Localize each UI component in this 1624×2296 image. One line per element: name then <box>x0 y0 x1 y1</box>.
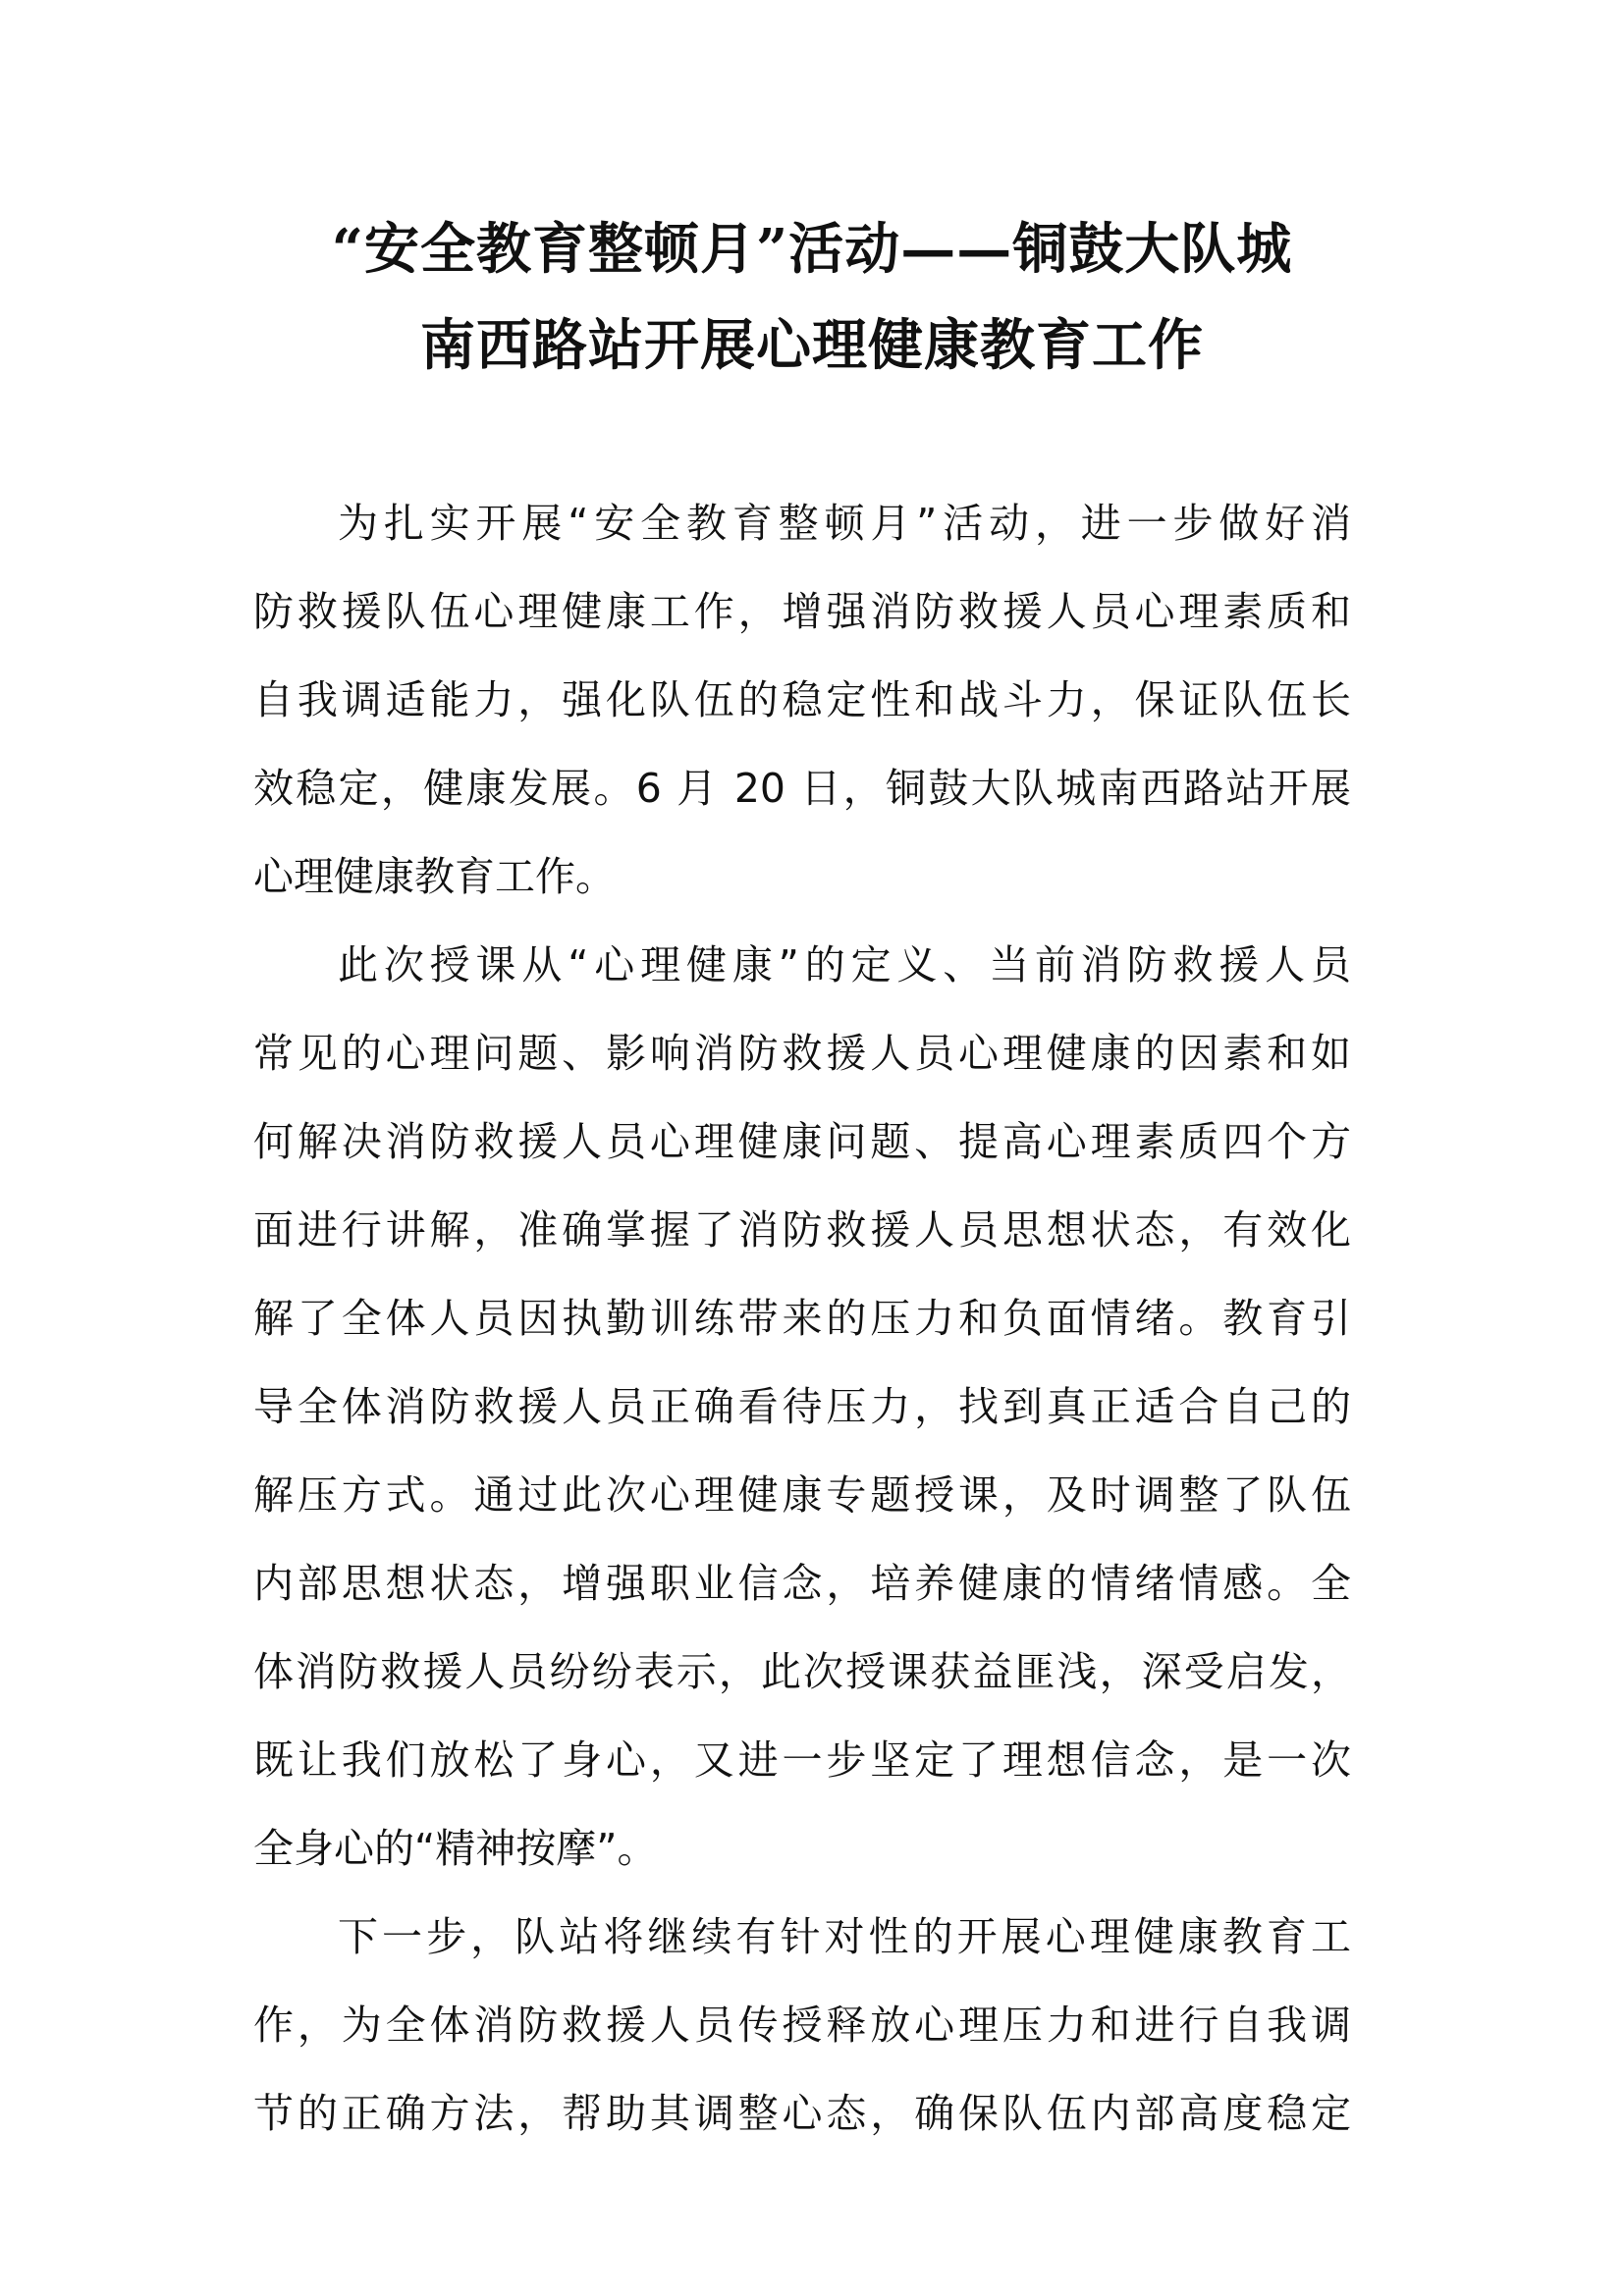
document-body <box>253 479 1351 2158</box>
paragraph-next-steps <box>253 1893 1351 2158</box>
paragraph-line: 自我调适能力，强化队伍的稳定性和战斗力，保证队伍长 <box>253 676 1351 723</box>
title-line: “安全教育整顿月”活动——铜鼓大队城 <box>331 217 1293 282</box>
paragraph-line: 体消防救援人员纷纷表示，此次授课获益匪浅，深受启发， <box>253 1648 1351 1695</box>
title-line: 南西路站开展心理健康教育工作 <box>420 313 1204 378</box>
paragraph-line: 为扎实开展“安全教育整顿月”活动，进一步做好消 <box>338 500 1351 547</box>
paragraph-line: 内部思想状态，增强职业信念，培养健康的情绪情感。全 <box>253 1560 1351 1607</box>
paragraph-line: 全身心的“精神按摩”。 <box>253 1825 658 1872</box>
paragraph-line: 何解决消防救援人员心理健康问题、提高心理素质四个方 <box>253 1118 1351 1165</box>
paragraph-intro <box>253 479 1351 921</box>
document-title <box>196 201 1428 394</box>
paragraph-line: 作，为全体消防救援人员传授释放心理压力和进行自我调 <box>253 2002 1351 2049</box>
paragraph-line: 解了全体人员因执勤训练带来的压力和负面情绪。教育引 <box>253 1295 1351 1342</box>
paragraph-line: 下一步，队站将继续有针对性的开展心理健康教育工 <box>338 1913 1351 1960</box>
paragraph-line: 面进行讲解，准确掌握了消防救援人员思想状态，有效化 <box>253 1206 1351 1254</box>
paragraph-line: 效稳定，健康发展。6 月 20 日，铜鼓大队城南西路站开展 <box>253 765 1351 812</box>
paragraph-line: 防救援队伍心理健康工作，增强消防救援人员心理素质和 <box>253 588 1351 635</box>
paragraph-line: 节的正确方法，帮助其调整心态，确保队伍内部高度稳定 <box>253 2090 1351 2137</box>
paragraph-lecture <box>253 921 1351 1893</box>
paragraph-line: 导全体消防救援人员正确看待压力，找到真正适合自己的 <box>253 1383 1351 1430</box>
paragraph-line: 心理健康教育工作。 <box>253 853 616 900</box>
paragraph-line: 解压方式。通过此次心理健康专题授课，及时调整了队伍 <box>253 1471 1351 1519</box>
paragraph-line: 常见的心理问题、影响消防救援人员心理健康的因素和如 <box>253 1030 1351 1077</box>
paragraph-line: 既让我们放松了身心，又进一步坚定了理想信念，是一次 <box>253 1736 1351 1784</box>
paragraph-line: 此次授课从“心理健康”的定义、当前消防救援人员 <box>338 941 1351 988</box>
